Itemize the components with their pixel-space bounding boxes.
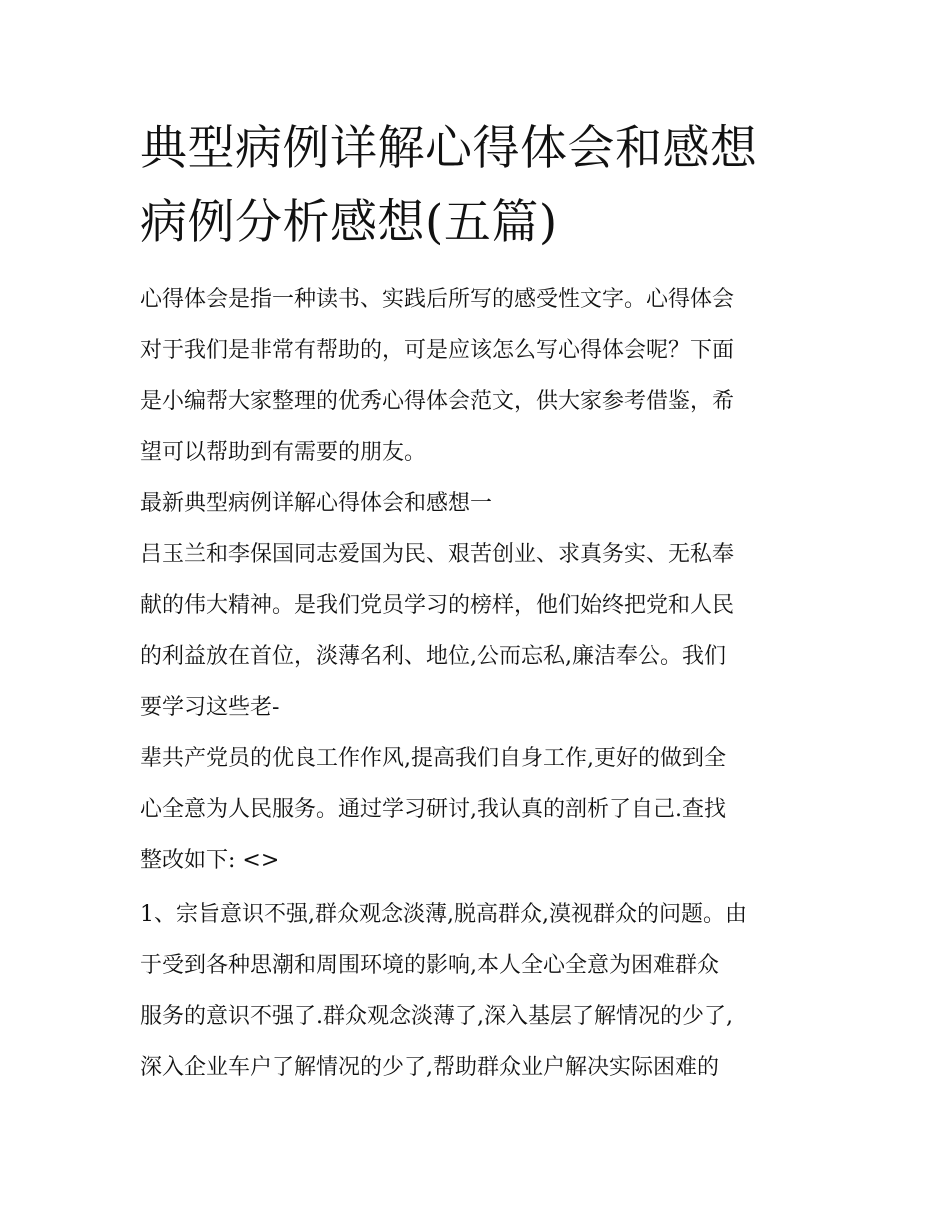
title-line-2: 病例分析感想(五篇) — [140, 195, 558, 250]
intro-line-2: 对于我们是非常有帮助的，可是应该怎么写心得体会呢？下面 — [140, 338, 735, 363]
document-title — [140, 112, 812, 260]
document-page — [140, 112, 812, 1093]
paragraph3-line-4: 深入企业车户了解情况的少了,帮助群众业户解决实际困难的 — [140, 1055, 719, 1080]
intro-paragraph — [140, 274, 812, 478]
section-heading — [140, 478, 812, 529]
paragraph3-line-1: 1、宗旨意识不强,群众观念淡薄,脱高群众,漠视群众的问题。由 — [140, 902, 747, 927]
body-paragraph-2 — [140, 733, 812, 886]
intro-line-1: 心得体会是指一种读书、实践后所写的感受性文字。心得体会 — [140, 287, 735, 312]
paragraph2-line-2: 心全意为人民服务。通过学习研讨,我认真的剖析了自己.查找 — [140, 797, 726, 822]
paragraph2-line-1: 辈共产党员的优良工作作风,提高我们自身工作,更好的做到全 — [140, 746, 726, 771]
body-paragraph-1 — [140, 529, 812, 733]
paragraph3-line-3: 服务的意识不强了.群众观念淡薄了,深入基层了解情况的少了, — [140, 1004, 733, 1029]
paragraph2-line-3: 整改如下: <> — [140, 848, 280, 873]
title-line-1: 典型病例详解心得体会和感想 — [140, 121, 758, 176]
paragraph3-line-2: 于受到各种思潮和周围环境的影响,本人全心全意为困难群众 — [140, 953, 719, 978]
intro-line-4: 望可以帮助到有需要的朋友。 — [140, 440, 427, 465]
body-paragraph-3 — [140, 889, 812, 1093]
section-heading-text: 最新典型病例详解心得体会和感想一 — [140, 491, 493, 516]
paragraph1-line-2: 献的伟大精神。是我们党员学习的榜样，他们始终把党和人民 — [140, 593, 735, 618]
intro-line-3: 是小编帮大家整理的优秀心得体会范文，供大家参考借鉴，希 — [140, 389, 735, 414]
paragraph1-line-1: 吕玉兰和李保国同志爱国为民、艰苦创业、求真务实、无私奉 — [140, 542, 735, 567]
paragraph1-line-3: 的利益放在首位，淡薄名利、地位,公而忘私,廉洁奉公。我们 — [140, 644, 726, 669]
paragraph1-line-4: 要学习这些老- — [140, 695, 280, 720]
